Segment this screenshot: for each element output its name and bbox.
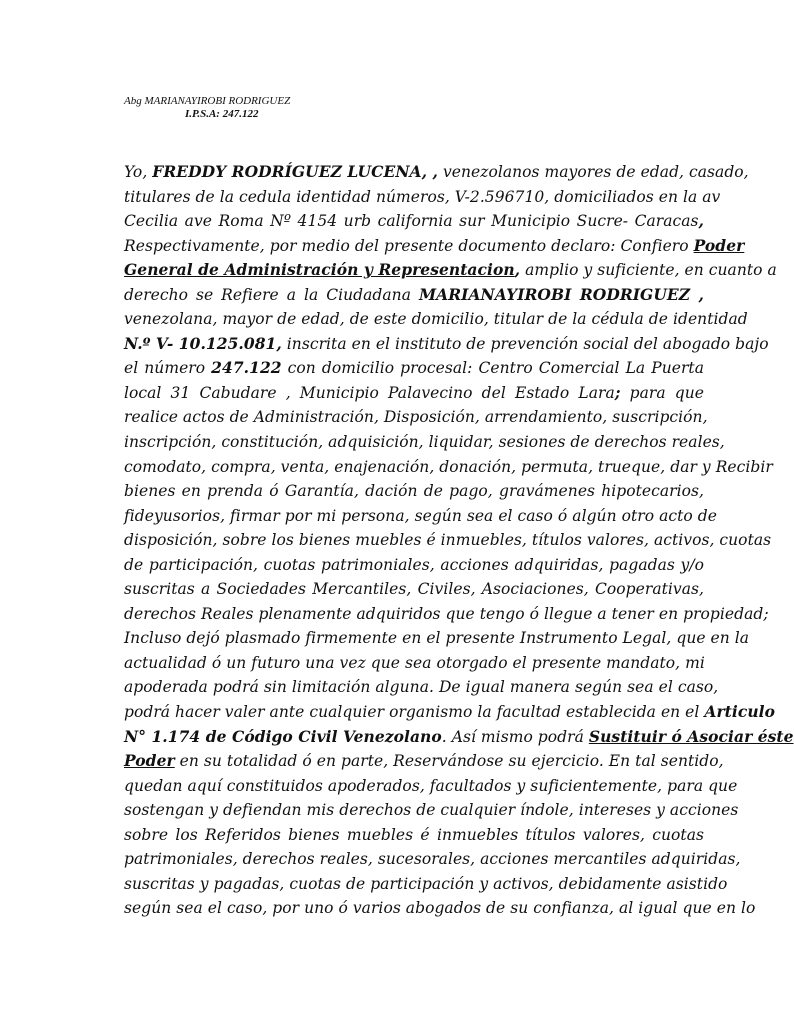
body-line <box>124 553 704 578</box>
body-line <box>124 307 748 332</box>
text-run: Poder <box>693 235 745 255</box>
body-line <box>124 258 777 283</box>
text-run: Cecilia ave Roma Nº 4154 urb california sur Municipio Sucre- Caracas <box>124 212 699 231</box>
body-line <box>124 675 719 700</box>
text-run: actualidad ó un futuro una vez que sea otorgado el presente mandato, mi <box>124 653 705 672</box>
body-line <box>124 798 739 823</box>
body-line <box>124 185 721 210</box>
text-run: venezolana, mayor de edad, de este domicilio, titular de la cédula de identidad <box>124 310 748 329</box>
body-line <box>124 356 704 381</box>
body-line <box>124 577 704 602</box>
body-line <box>124 725 794 750</box>
text-run: para que <box>620 383 704 402</box>
text-run: patrimoniales, derechos reales, sucesorales, acciones mercantiles adquiridas, <box>124 850 741 869</box>
body-line <box>124 651 704 676</box>
body-line <box>124 430 725 455</box>
body-line <box>124 209 704 234</box>
text-run: inscripción, constitución, adquisición, liquidar, sesiones de derechos reales, <box>124 433 725 452</box>
text-run: bienes en prenda ó Garantía, dación de pago, gravámenes hipotecarios, <box>124 482 704 501</box>
body-line <box>124 160 749 185</box>
text-run: suscritas y pagadas, cuotas de participación y activos, debidamente asistido <box>124 874 728 893</box>
text-run: suscritas a Sociedades Mercantiles, Civiles, Asociaciones, Cooperativas, <box>124 580 704 599</box>
text-run: Yo, <box>124 163 153 181</box>
body-line <box>124 700 775 725</box>
text-run: Articulo <box>704 702 775 722</box>
text-run: General de Administración y Representacion <box>124 260 515 280</box>
body-line <box>124 872 728 897</box>
body-line <box>124 504 717 529</box>
text-run: Respectivamente, por medio del presente documento declaro: Confiero <box>124 236 694 255</box>
body-line <box>124 332 769 357</box>
attorney-name: Abg MARIANAYIROBI RODRIGUEZ <box>124 95 291 107</box>
text-run: de participación, cuotas patrimoniales, acciones adquiridas, pagadas y/o <box>124 555 704 574</box>
body-line <box>124 381 704 406</box>
text-run: venezolanos mayores de edad, casado, <box>437 163 749 181</box>
text-run: , <box>514 260 521 280</box>
body-line <box>124 405 708 430</box>
body-line <box>124 626 750 651</box>
text-run: amplio y suficiente, en cuanto a <box>520 261 777 280</box>
text-run: titulares de la cedula identidad números, V-2.596710, domiciliados en la av <box>124 187 721 206</box>
text-run: con domicilio procesal: Centro Comercial La Puerta <box>281 359 705 378</box>
text-run: 247.122 <box>211 358 282 378</box>
text-run: apoderada podrá sin limitación alguna. De igual manera según sea el caso, <box>124 678 719 697</box>
text-run: sostengan y defiendan mis derechos de cualquier índole, intereses y acciones <box>124 801 739 820</box>
ipsa-number: I.P.S.A: 247.122 <box>185 108 259 120</box>
body-line <box>124 455 773 480</box>
text-run: N° 1.174 de Código Civil Venezolano <box>124 726 442 746</box>
text-run: disposición, sobre los bienes muebles é inmuebles, títulos valores, activos, cuotas <box>124 531 772 550</box>
text-run: . Así mismo podrá <box>441 727 589 746</box>
text-run: N.º V- 10.125.081, <box>124 333 282 353</box>
body-line <box>124 283 704 308</box>
body-line <box>124 528 772 553</box>
body-line <box>124 823 704 848</box>
body-line <box>124 847 741 872</box>
text-run: el número <box>124 359 212 378</box>
text-run: derechos Reales plenamente adquiridos que tengo ó llegue a tener en propiedad; <box>124 604 769 623</box>
text-run: ; <box>614 382 621 402</box>
text-run: sobre los Referidos bienes muebles é inmuebles títulos valores, cuotas <box>124 825 704 844</box>
document-header <box>124 95 290 121</box>
body-line <box>124 896 756 921</box>
text-run: FREDDY RODRÍGUEZ LUCENA, , <box>152 162 438 181</box>
body-line <box>124 749 724 774</box>
body-line <box>124 774 738 799</box>
text-run: Poder <box>124 751 175 771</box>
text-run: Sustituir ó Asociar éste <box>588 726 794 746</box>
text-run: podrá hacer valer ante cualquier organismo la facultad establecida en el <box>124 703 705 722</box>
body-line <box>124 234 745 259</box>
body-line <box>124 602 769 627</box>
text-run: comodato, compra, venta, enajenación, donación, permuta, trueque, dar y Recibir <box>124 457 773 476</box>
text-run: según sea el caso, por uno ó varios abogados de su confianza, al igual que en lo <box>124 899 756 918</box>
text-run: derecho se Refiere a la Ciudadana <box>124 285 419 304</box>
text-run: Incluso dejó plasmado firmemente en el presente Instrumento Legal, que en la <box>124 629 750 648</box>
power-of-attorney-body <box>124 160 794 921</box>
text-run: , <box>698 211 704 231</box>
text-run: inscrita en el instituto de prevención social del abogado bajo <box>281 334 769 353</box>
body-line <box>124 479 704 504</box>
text-run: en su totalidad ó en parte, Reservándose su ejercicio. En tal sentido, <box>174 752 724 771</box>
text-run: local 31 Cabudare , Municipio Palavecino del Estado Lara <box>124 383 615 402</box>
text-run: MARIANAYIROBI RODRIGUEZ , <box>418 284 704 304</box>
text-run: quedan aquí constituidos apoderados, facultados y suficientemente, para que <box>124 776 738 795</box>
text-run: fideyusorios, firmar por mi persona, según sea el caso ó algún otro acto de <box>124 506 717 525</box>
text-run: realice actos de Administración, Disposición, arrendamiento, suscripción, <box>124 408 708 427</box>
